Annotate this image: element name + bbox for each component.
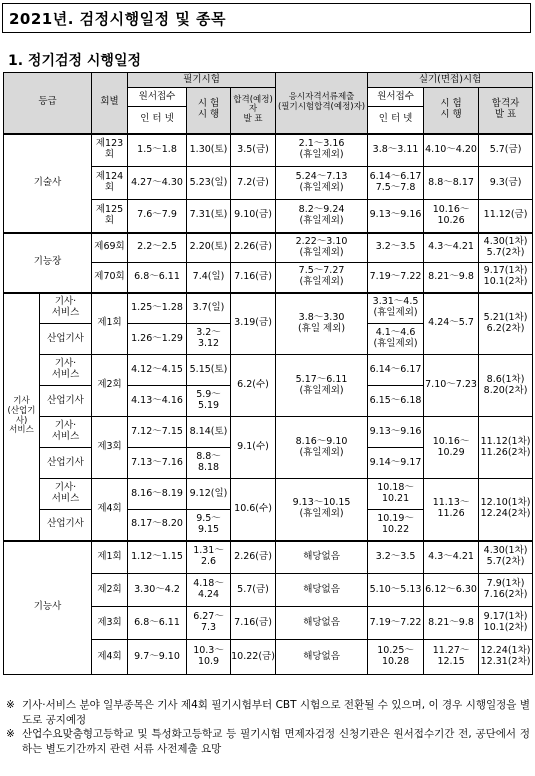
announce-date: 7.16(금) <box>231 607 276 640</box>
exam-date: 5.23(일) <box>187 167 231 200</box>
note-text: 기사·서비스 분야 일부종목은 기사 제4회 필기시험부터 CBT 시험으로 전환될 수 있으며, 이 경우 시행일정을 별도로 공지예정 <box>22 699 530 726</box>
exam-date: 8.8～8.18 <box>187 448 231 479</box>
apply-period: 6.8～6.11 <box>128 263 187 293</box>
announce-date: 3.5(금) <box>231 134 276 167</box>
docs-period: 5.24～7.13 (휴일제외) <box>276 167 368 200</box>
pass-date: 9.17(1차) 10.1(2차) <box>479 607 533 640</box>
apply-period: 1.26～1.29 <box>128 324 187 355</box>
exam-date: 9.5～9.15 <box>187 510 231 541</box>
pass-date: 11.12(금) <box>479 200 533 233</box>
docs-period: 2.1～3.16 (휴일제외) <box>276 134 368 167</box>
note-mark: ※ <box>6 699 15 711</box>
group-industrial: 산업기사 <box>40 324 92 355</box>
practical-apply: 9.14～9.17 <box>368 448 424 479</box>
pass-date: 12.24(1차) 12.31(2차) <box>479 640 533 675</box>
header-exam: 시 험 시 행 <box>187 88 231 134</box>
pass-date: 9.17(1차) 10.1(2차) <box>479 263 533 293</box>
announce-date: 2.26(금) <box>231 541 276 574</box>
apply-period: 9.7～9.10 <box>128 640 187 675</box>
round: 제123회 <box>92 134 128 167</box>
practical-exam: 10.16～10.29 <box>424 417 479 479</box>
round: 제4회 <box>92 479 128 541</box>
docs-period: 8.16～9.10 (휴일제외) <box>276 417 368 479</box>
pass-date: 11.12(1차) 11.26(2차) <box>479 417 533 479</box>
announce-date: 3.19(금) <box>231 293 276 355</box>
practical-apply: 3.31～4.5 (휴일제외) <box>368 293 424 324</box>
group-gisa-service: 기사· 서비스 <box>40 417 92 448</box>
exam-date: 8.14(토) <box>187 417 231 448</box>
apply-period: 8.17～8.20 <box>128 510 187 541</box>
practical-apply: 10.25～10.28 <box>368 640 424 675</box>
announce-date: 7.16(금) <box>231 263 276 293</box>
apply-period: 7.6～7.9 <box>128 200 187 233</box>
header-written: 필기시험 <box>128 73 276 88</box>
practical-exam: 11.13～11.26 <box>424 479 479 541</box>
docs-period: 7.5～7.27 (휴일제외) <box>276 263 368 293</box>
exam-date: 3.7(일) <box>187 293 231 324</box>
practical-apply: 3.8～3.11 <box>368 134 424 167</box>
exam-date: 1.31～2.6 <box>187 541 231 574</box>
docs-period: 해당없음 <box>276 574 368 607</box>
exam-date: 2.20(토) <box>187 233 231 263</box>
practical-apply: 7.19～7.22 <box>368 263 424 293</box>
pass-date: 7.9(1차) 7.16(2차) <box>479 574 533 607</box>
practical-exam: 10.16～10.26 <box>424 200 479 233</box>
round: 제2회 <box>92 574 128 607</box>
header-practical-exam: 시 험 시 행 <box>424 88 479 134</box>
note-item <box>6 698 530 727</box>
group-gisulsa: 기술사 <box>4 134 92 233</box>
practical-exam: 8.21～9.8 <box>424 607 479 640</box>
header-pass: 합격자 발 표 <box>479 88 533 134</box>
exam-date: 7.4(일) <box>187 263 231 293</box>
group-ginungjang: 기능장 <box>4 233 92 293</box>
practical-exam: 4.24～5.7 <box>424 293 479 355</box>
practical-apply: 5.10～5.13 <box>368 574 424 607</box>
pass-date: 8.6(1차) 8.20(2차) <box>479 355 533 417</box>
header-announce: 합격(예정)자 발 표 <box>231 88 276 134</box>
practical-apply: 6.14～6.17 7.5～7.8 <box>368 167 424 200</box>
round: 제3회 <box>92 607 128 640</box>
apply-period: 3.30～4.2 <box>128 574 187 607</box>
header-apply: 원서접수 <box>128 88 187 107</box>
note-text: 산업수요맞춤형고등학교 및 특성화고등학교 등 필기시험 면제자검정 신청기관은 원서접수기간 전, 공단에서 정하는 별도기간까지 관련 서류 사전제출 요망 <box>22 728 530 756</box>
apply-period: 6.8～6.11 <box>128 607 187 640</box>
schedule-table <box>3 72 533 675</box>
apply-period: 8.16～8.19 <box>128 479 187 510</box>
group-ginungsa: 기능사 <box>4 541 92 675</box>
announce-date: 5.7(금) <box>231 574 276 607</box>
exam-date: 4.18～4.24 <box>187 574 231 607</box>
exam-date: 3.2～3.12 <box>187 324 231 355</box>
pass-date: 9.3(금) <box>479 167 533 200</box>
round: 제1회 <box>92 293 128 355</box>
docs-period: 해당없음 <box>276 541 368 574</box>
announce-date: 9.10(금) <box>231 200 276 233</box>
round: 제70회 <box>92 263 128 293</box>
apply-period: 1.12～1.15 <box>128 541 187 574</box>
header-practical-apply: 원서접수 <box>368 88 424 107</box>
header-round: 회별 <box>92 73 128 134</box>
header-docs: 응시자격서류제출 (필기시험합격(예정)자) <box>276 73 368 134</box>
practical-apply: 9.13～9.16 <box>368 417 424 448</box>
pass-date: 12.10(1차) 12.24(2차) <box>479 479 533 541</box>
practical-exam: 8.8～8.17 <box>424 167 479 200</box>
docs-period: 3.8～3.30 (휴일 제외) <box>276 293 368 355</box>
group-gisa-service: 기사· 서비스 <box>40 293 92 324</box>
group-industrial: 산업기사 <box>40 448 92 479</box>
group-gisa-service: 기사· 서비스 <box>40 479 92 510</box>
announce-date: 9.1(수) <box>231 417 276 479</box>
exam-date: 6.27～7.3 <box>187 607 231 640</box>
practical-apply: 9.13～9.16 <box>368 200 424 233</box>
practical-apply: 6.15～6.18 <box>368 386 424 417</box>
docs-period: 2.22～3.10 (휴일제외) <box>276 233 368 263</box>
practical-exam: 4.3～4.21 <box>424 541 479 574</box>
page-title: 2021년. 검정시행일정 및 종목 <box>9 10 227 28</box>
practical-apply: 3.2～3.5 <box>368 541 424 574</box>
practical-apply: 6.14～6.17 <box>368 355 424 386</box>
pass-date: 4.30(1차) 5.7(2차) <box>479 541 533 574</box>
practical-exam: 4.3～4.21 <box>424 233 479 263</box>
practical-exam: 4.10～4.20 <box>424 134 479 167</box>
practical-exam: 7.10～7.23 <box>424 355 479 417</box>
practical-exam: 11.27～12.15 <box>424 640 479 675</box>
announce-date: 6.2(수) <box>231 355 276 417</box>
round: 제1회 <box>92 541 128 574</box>
section-heading: 1. 정기검정 시행일정 <box>8 53 141 69</box>
apply-period: 4.27～4.30 <box>128 167 187 200</box>
group-industrial: 산업기사 <box>40 510 92 541</box>
header-grade: 등급 <box>4 73 92 134</box>
apply-period: 2.2～2.5 <box>128 233 187 263</box>
header-practical-internet: 인 터 넷 <box>368 107 424 134</box>
exam-date: 5.15(토) <box>187 355 231 386</box>
apply-period: 7.13～7.16 <box>128 448 187 479</box>
group-industrial: 산업기사 <box>40 386 92 417</box>
exam-date: 5.9～5.19 <box>187 386 231 417</box>
round: 제69회 <box>92 233 128 263</box>
exam-date: 7.31(토) <box>187 200 231 233</box>
round: 제2회 <box>92 355 128 417</box>
practical-apply: 10.18～10.21 <box>368 479 424 510</box>
docs-period: 8.2～9.24 (휴일제외) <box>276 200 368 233</box>
header-practical: 실기(면접)시험 <box>368 73 533 88</box>
docs-period: 9.13～10.15 (휴일제외) <box>276 479 368 541</box>
practical-apply: 7.19～7.22 <box>368 607 424 640</box>
apply-period: 4.13～4.16 <box>128 386 187 417</box>
group-gisa-service: 기사· 서비스 <box>40 355 92 386</box>
apply-period: 1.25～1.28 <box>128 293 187 324</box>
apply-period: 7.12～7.15 <box>128 417 187 448</box>
round: 제125회 <box>92 200 128 233</box>
exam-date: 1.30(토) <box>187 134 231 167</box>
note-item <box>6 727 530 756</box>
exam-date: 9.12(일) <box>187 479 231 510</box>
practical-apply: 3.2～3.5 <box>368 233 424 263</box>
notes <box>6 698 530 757</box>
apply-period: 1.5～1.8 <box>128 134 187 167</box>
docs-period: 해당없음 <box>276 607 368 640</box>
pass-date: 5.21(1차) 6.2(2차) <box>479 293 533 355</box>
apply-period: 4.12～4.15 <box>128 355 187 386</box>
announce-date: 10.22(금) <box>231 640 276 675</box>
practical-apply: 4.1～4.6 (휴일제외) <box>368 324 424 355</box>
practical-exam: 6.12～6.30 <box>424 574 479 607</box>
announce-date: 10.6(수) <box>231 479 276 541</box>
announce-date: 7.2(금) <box>231 167 276 200</box>
practical-exam: 8.21～9.8 <box>424 263 479 293</box>
pass-date: 5.7(금) <box>479 134 533 167</box>
title-box <box>2 3 531 33</box>
header-internet: 인 터 넷 <box>128 107 187 134</box>
round: 제3회 <box>92 417 128 479</box>
announce-date: 2.26(금) <box>231 233 276 263</box>
group-gisa: 기사 (산업기사) 서비스 <box>4 293 40 541</box>
docs-period: 해당없음 <box>276 640 368 675</box>
docs-period: 5.17～6.11 (휴일제외) <box>276 355 368 417</box>
note-mark: ※ <box>6 728 15 741</box>
practical-apply: 10.19～10.22 <box>368 510 424 541</box>
round: 제124회 <box>92 167 128 200</box>
exam-date: 10.3～10.9 <box>187 640 231 675</box>
round: 제4회 <box>92 640 128 675</box>
pass-date: 4.30(1차) 5.7(2차) <box>479 233 533 263</box>
